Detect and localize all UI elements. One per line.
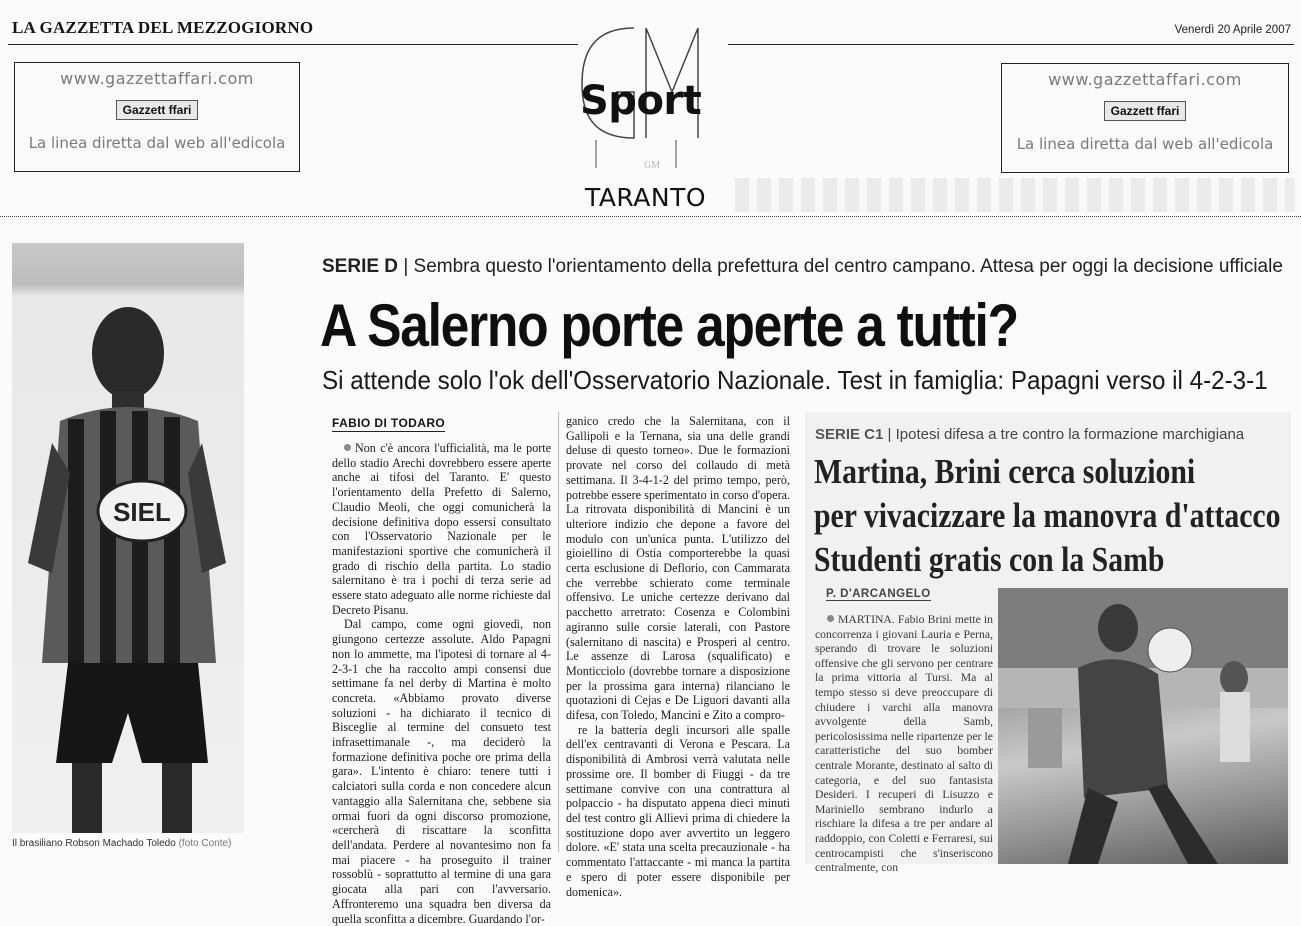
kicker-separator: | (403, 256, 414, 277)
article-column-2 (566, 414, 790, 899)
secondary-article-byline: P. D'ARCANGELO (826, 588, 931, 600)
ad-gazzettaffari-left[interactable] (14, 62, 300, 172)
ad-tagline: La linea diretta dal web all'edicola (28, 134, 286, 152)
article-column-1 (332, 441, 551, 926)
match-scene-illustration (998, 588, 1288, 864)
header-rule-right (728, 44, 1294, 45)
secondary-article-headline (814, 450, 1281, 582)
bullet-icon (344, 444, 351, 451)
match-photo (998, 588, 1288, 864)
ad-tagline: La linea diretta dal web all'edicola (1016, 135, 1274, 153)
article-category: SERIE D (322, 256, 399, 277)
player-figure-illustration (12, 243, 244, 833)
photo-credit: (foto Conte) (178, 838, 232, 849)
city-section: TARANTO (585, 183, 707, 212)
paragraph: Non c'è ancora l'ufficialità, ma le porte dello stadio Arechi dovrebbero essere aperte anche ai tifosi del Taranto. E' questo l'orientamento della Prefetto di Salerno, Claudio Meoli, che oggi comunicherà la decisione definitiva dopo essersi consultato con l'Osservatorio Nazionale per le manifestazioni sportive che comunicherà il grado di rischio della partita. Lo stadio salernitano è tra i pochi di terza serie ad essere stato adeguato alle norme richieste dal Decreto Pisanu. (332, 441, 551, 617)
secondary-article-category: SERIE C1 (815, 426, 884, 443)
header-rule-left (8, 44, 578, 45)
paragraph: Dal campo, come ogni giovedì, non giungono certezze assolute. Aldo Papagni non lo ammette, ma l'ipotesi di tornare al 4-2-3-1 che ha raccolto ampi consensi due settimane fa nel derby di Martina è molto concreta. «Abbiamo provato diverse soluzioni - ha dichiarato il tecnico di Bisceglie al termine del consueto test infrasettimanale -, ma deciderò la formazione definitiva poche ore prima della gara». L'intento è chiaro: tenere tutti i calciatori sulla corda e non concedere alcun vantaggio alla Salernitana che, sebbene sia ormai fuori da ogni discorso promozione, «cercherà di riscattare la sconfitta dell'andata. Perdere al novantesimo non fa mai piacere - ha proseguito il trainer rossoblù - soprattutto al termine di una gara giocata alla pari con l'avversario. Affronteremo una squadra ben diversa da quella sconfitta a dicembre. Guardando l'or- (332, 617, 551, 926)
article-byline: FABIO DI TODARO (332, 416, 446, 430)
player-photo (12, 243, 244, 833)
ad-url: www.gazzettaffari.com (60, 69, 254, 88)
section-rule (0, 216, 1301, 217)
secondary-article-body (815, 613, 993, 876)
article-subhead: Si attende solo l'ok dell'Osservatorio Nazionale. Test in famiglia: Papagni verso il 4-2-3-1 (322, 365, 1268, 395)
ad-logo: Gazzett ffari (1104, 101, 1187, 121)
bullet-icon (827, 615, 834, 622)
kicker-separator: | (887, 426, 896, 443)
photo-caption (12, 838, 231, 849)
article-kicker (322, 256, 1283, 278)
headline-line: Studenti gratis con la Samb (814, 540, 1165, 579)
ad-logo: Gazzett ffari (116, 100, 199, 120)
newspaper-masthead: LA GAZZETTA DEL MEZZOGIORNO (12, 18, 314, 37)
headline-line: per vivacizzare la manovra d'attacco (814, 496, 1281, 535)
paragraph: ganico credo che la Salernitana, con il Gallipoli e la Ternana, sia una delle grandi deluse di questo torneo». Due le formazioni provate nel corso del collaudo di metà settimana. Il 3-4-1-2 del primo tempo, però, potrebbe essere sperimentato in corso d'opera. La ritrovata disponibilità di Mancini è un ulteriore indizio che depone a favore del modulo con un'unica punta. L'utilizzo del gioiellino di Ostia comporterebbe la quasi certa esclusione di Deflorio, con Cammarata che verrebbe schierato come terminale offensivo. Le uniche certezze derivano dal pacchetto arretrato: Cosenza e Colombini agiranno sulle corsie laterali, con Pastore (salernitano di nascita) e Prosperi al centro. Le assenze di Larosa (squalificato) e Monticciolo (dovrebbe tornare a disposizione per la prossima gara interna) rilanciano le quotazioni di Cejas e De Liguori davanti alla difesa, con Toledo, Mancini e Zito a compro- (566, 414, 790, 723)
kicker-text: Sembra questo l'orientamento della prefettura del centro campano. Attesa per oggi la decisione ufficiale (413, 256, 1283, 277)
ad-gazzettaffari-right[interactable] (1001, 63, 1289, 173)
ad-url: www.gazzettaffari.com (1048, 70, 1242, 89)
column-divider (558, 412, 559, 852)
photo-caption-text: Il brasiliano Robson Machado Toledo (12, 838, 176, 849)
kicker-text: Ipotesi difesa a tre contro la formazione marchigiana (895, 426, 1245, 443)
article-headline: A Salerno porte aperte a tutti? (320, 292, 1018, 359)
gm-logo-letters: GM (643, 160, 661, 171)
paragraph: MARTINA. Fabio Brini mette in concorrenza i giovani Lauria e Perna, sperando di trovare le soluzioni offensive che gli servono per centrare la prima vittoria al Tursi. Ma al tempo stesso si deve preoccupare di chiudere i varchi alla manovra avvolgente della Samb, pericolosissima nelle ripartenze per le caratteristiche del suo bomber centrale Morante, destinato al salto di categoria, e del suo fantasista Desideri. I recuperi di Lisuzzo e Mariniello sembrano indurlo a rischiare la difesa a tre per andare al raddoppio, con Coletti e Ferraresi, sui centrocampisti che s'inseriscono centralmente, con (815, 613, 993, 875)
bleed-through-band (735, 178, 1295, 212)
headline-line: Martina, Brini cerca soluzioni (814, 452, 1196, 491)
issue-date: Venerdì 20 Aprile 2007 (1174, 24, 1291, 36)
paragraph: re la batteria degli incursori alle spalle dell'ex centravanti di Verona e Pescara. La disponibilità di Ambrosi verrà valutata nelle prossime ore. Il bomber di Fiuggi - da tre settimane convive con una contrattura al polpaccio - ha disputato appena dieci minuti del test contro gli Allievi prima di chiedere la sostituzione dopo aver avvertito un leggero dolore. «E' stata una scelta precauzionale - ha commentato l'attaccante - mi manca la partita e spero di poter essere disponibile per domenica». (566, 722, 790, 899)
section-title: Sport (580, 78, 702, 124)
secondary-article-kicker (815, 426, 1244, 443)
svg-text:SIEL: SIEL (113, 497, 171, 527)
